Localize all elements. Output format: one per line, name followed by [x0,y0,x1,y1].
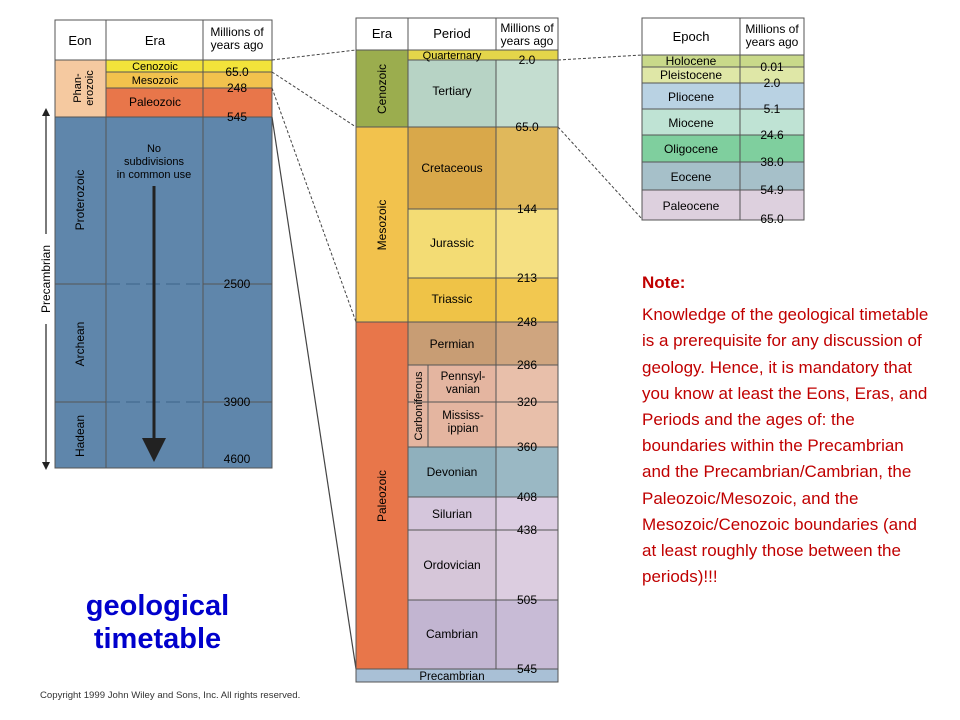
page-title: geological timetable [85,590,230,655]
right-header-epoch: Epoch [672,29,710,44]
epoch-holocene: Holocene [665,54,717,68]
epoch-pleistocene: Pleistocene [659,68,723,82]
note-body: Knowledge of the geological timetable is a prerequisite for any discussion of geology. Hence, it is mandatory that you know at least the Eons, Eras, and Periods and the ages of: the boundaries within the Precambrian and the Precambrian/Cambrian, the Paleozoic/Mesozoic, and the Mesozoic/Cenozoic boundaries (and at least roughly those between the periods)!!! [642,305,929,587]
period-devonian: Devonian [426,465,478,479]
right-header-mya: Millions of years ago [745,22,799,49]
period-permian: Permian [429,337,475,351]
left-age-4600: 4600 [223,452,251,466]
middle-table [356,18,558,683]
middle-era-mesozoic: Mesozoic [375,199,389,251]
mid-age-505: 505 [516,593,538,607]
left-header-era: Era [144,33,166,48]
epoch-age-2: 2.0 [763,76,781,90]
note-title: Note: [642,273,686,292]
copyright-text: Copyright 1999 John Wiley and Sons, Inc. All rights reserved. [40,690,301,701]
period-jurassic: Jurassic [429,236,475,250]
middle-header-period: Period [433,26,471,41]
middle-header-mya: Millions of years ago [500,21,554,48]
mid-age-360: 360 [516,440,538,454]
epoch-age-65: 65.0 [760,212,784,226]
left-no-subdivisions-2: subdivisions [124,156,184,168]
epoch-eocene: Eocene [670,170,712,184]
left-era-cenozoic: Cenozoic [132,61,178,73]
mid-age-408: 408 [516,490,538,504]
mid-age-2: 2.0 [518,53,536,67]
left-eon-hadean: Hadean [73,414,87,458]
period-silurian: Silurian [431,507,473,521]
note-box [642,270,932,590]
period-carboniferous: Carboniferous [413,371,425,441]
epoch-age-38: 38.0 [760,155,784,169]
epoch-age-5-1: 5.1 [763,102,781,116]
left-age-248: 248 [226,81,248,95]
left-eon-archean: Archean [73,321,87,367]
left-age-545: 545 [226,110,248,124]
mid-age-248: 248 [516,315,538,329]
period-ordovician: Ordovician [423,558,481,572]
left-header-eon: Eon [68,33,92,48]
mid-age-320: 320 [516,395,538,409]
period-pennsylvanian: Pennsyl-vanian [440,371,486,396]
epoch-oligocene: Oligocene [663,142,719,156]
left-age-2500: 2500 [223,277,251,291]
period-quarternary: Quarternary [422,50,482,62]
left-table [38,20,272,470]
epoch-pliocene: Pliocene [667,90,715,104]
middle-header-era: Era [371,26,393,41]
right-table [642,18,804,226]
left-eon-proterozoic: Proterozoic [73,169,87,231]
epoch-age-0-01: 0.01 [760,60,784,74]
epoch-age-54-9: 54.9 [760,183,784,197]
mid-age-438: 438 [516,523,538,537]
period-cambrian: Cambrian [425,627,479,641]
left-precambrian-label: Precambrian [39,244,53,314]
period-precambrian: Precambrian [419,671,485,683]
mid-age-286: 286 [516,358,538,372]
epoch-paleocene: Paleocene [662,199,720,213]
mid-age-65: 65.0 [515,120,539,134]
mid-age-545: 545 [516,662,538,676]
left-era-mesozoic: Mesozoic [131,75,179,87]
epoch-age-24-6: 24.6 [760,128,784,142]
epoch-miocene: Miocene [668,116,714,130]
left-eon-phanerozoic: Phan-erozoic [72,70,96,106]
middle-era-paleozoic: Paleozoic [375,469,389,523]
middle-era-cenozoic: Cenozoic [375,63,389,115]
mid-age-213: 213 [516,271,538,285]
period-mississippian: Mississ-ippian [442,410,484,435]
period-tertiary: Tertiary [432,84,472,98]
left-no-subdivisions-3: in common use [116,169,192,181]
left-era-paleozoic: Paleozoic [128,95,182,109]
period-cretaceous: Cretaceous [421,161,483,175]
left-age-3900: 3900 [223,395,251,409]
left-age-65: 65.0 [225,65,249,79]
left-header-mya: Millions of years ago [210,25,264,52]
left-no-subdivisions-1: No [146,143,162,155]
mid-age-144: 144 [516,202,538,216]
period-triassic: Triassic [431,292,473,306]
